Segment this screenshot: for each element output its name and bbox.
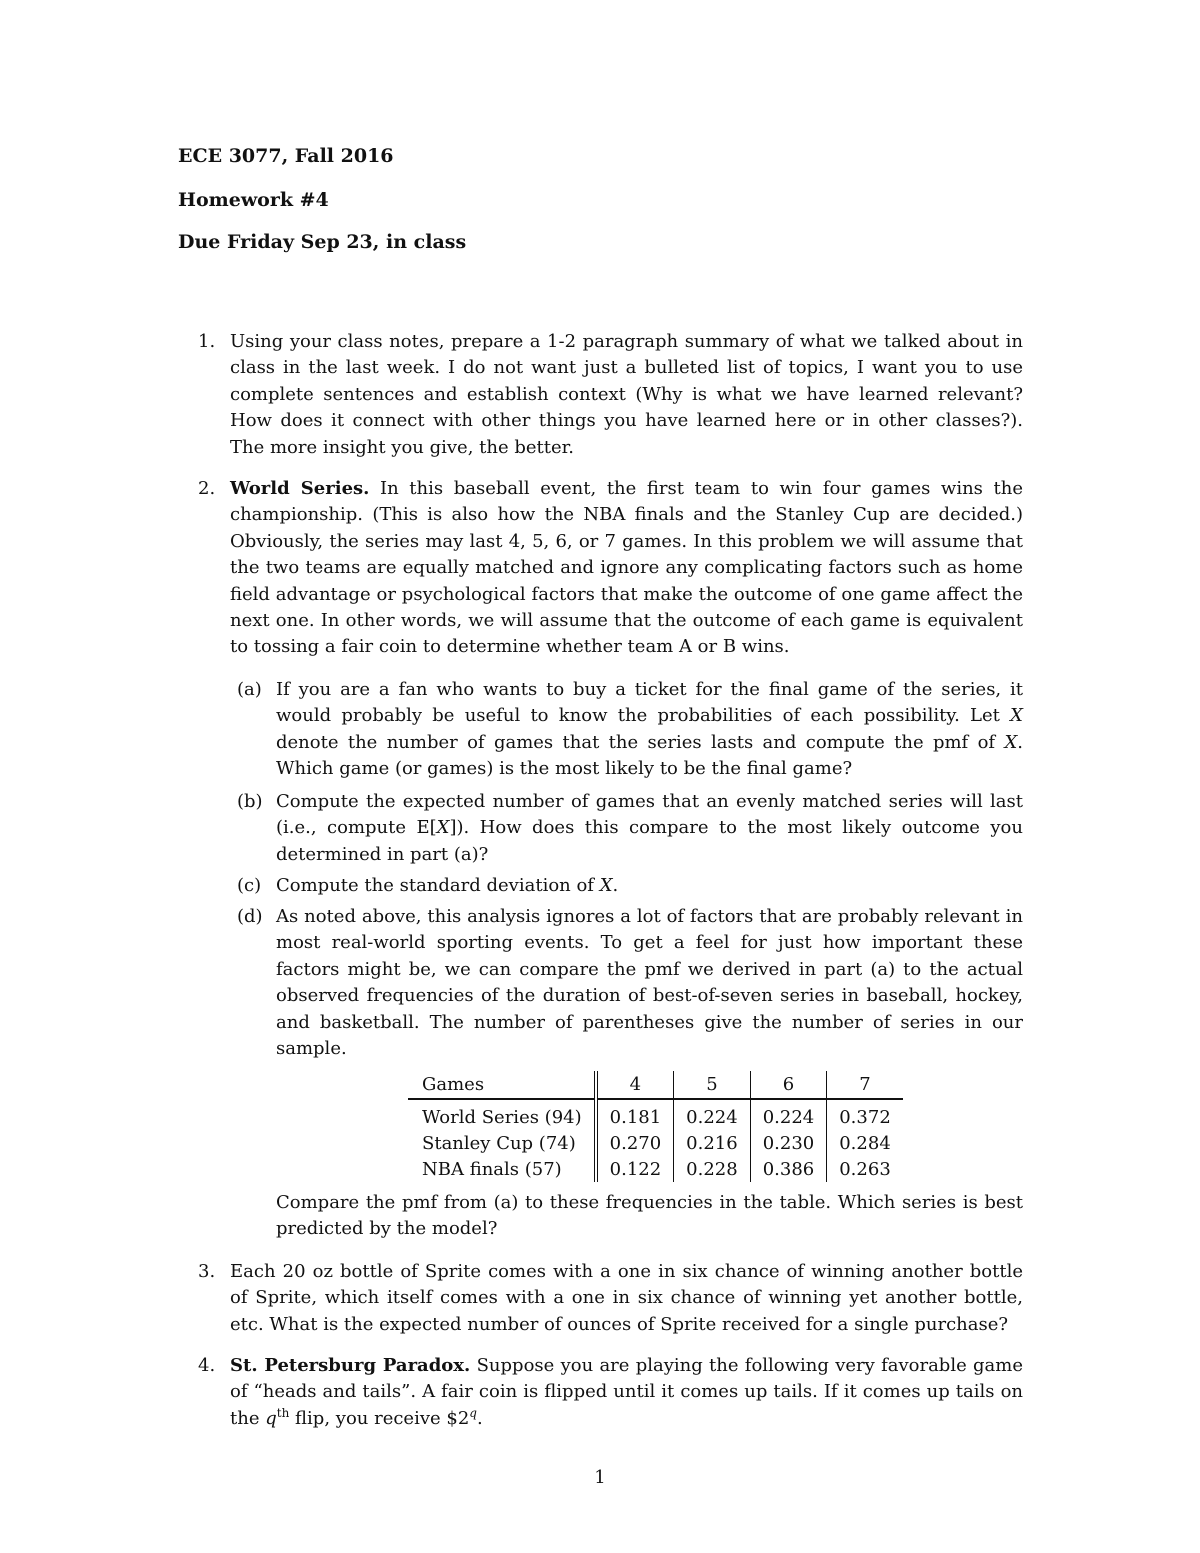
problem-3 [178, 1259, 1023, 1338]
table-cell: 0.224 [674, 1099, 751, 1130]
due-date: Due Friday Sep 23, in class [178, 231, 467, 253]
table-cell: 0.122 [609, 1158, 662, 1180]
table-cell: 0.181 [609, 1106, 662, 1128]
assignment-title: Homework #4 [178, 189, 329, 211]
table-row-label: World Series (94) [408, 1099, 596, 1130]
text-segment: flip, you receive $2 [295, 1407, 470, 1429]
table-header-cell: 4 [596, 1071, 674, 1099]
math-variable: X [599, 875, 613, 896]
problem-2 [178, 476, 1023, 661]
text-segment: If you are a fan who wants to buy a ticket for the final game of the series, it would probably be useful to know the probabilities of each possibility. Let [276, 679, 1023, 727]
table-cell: 0.270 [609, 1132, 662, 1154]
table-cell: 0.216 [674, 1130, 751, 1156]
subproblem-label: (d) [237, 906, 263, 927]
math-variable: X [1010, 705, 1023, 727]
table-row-label: NBA finals (57) [408, 1156, 596, 1182]
math-variable: X [436, 817, 450, 839]
text-segment: . [612, 875, 619, 896]
subproblem-text [276, 677, 1023, 783]
subproblem-label: (c) [237, 875, 262, 896]
table-cell: 0.228 [674, 1156, 751, 1182]
problem-title: World Series. [230, 478, 370, 499]
problem-text: In this baseball event, the first team to win four games wins the championship. (This is also how the NBA finals and the Stanley Cup are decided.) Obviously, the series may last 4, 5, 6, or 7 games. In this problem we will assume that the two teams are equally matched and ignore any complicating factors such as home field advantage or psychological factors that make the outcome of one game affect the next one. In other words, we will assume that the outcome of each game is equivalent to tossing a fair coin to determine whether team A or B wins. [230, 478, 1023, 658]
table-header-row [408, 1071, 903, 1099]
table-header-cell: 5 [674, 1071, 751, 1099]
problem-text: Using your class notes, prepare a 1-2 paragraph summary of what we talked about in class in the last week. I do not want just a bulleted list of topics, I want you to use complete sentences and establish context (Why is what we have learned relevant? How does it connect with other things you have learned here or in other classes?). The more insight you give, the better. [230, 331, 1023, 458]
table-header-cell: 7 [827, 1071, 903, 1099]
text-segment: denote the number of games that the series lasts and compute the pmf of [276, 731, 996, 753]
subproblem-text: As noted above, this analysis ignores a lot of factors that are probably relevant in most real-world sporting events. To get a feel for just how important these factors might be, we can compare the pmf we derived in part (a) to the actual observed frequencies of the duration of best-of-seven series in baseball, hockey, and basketball. The number of parentheses give the number of series in our sample. [276, 906, 1023, 1060]
problem-body [230, 476, 1023, 661]
problem-number: 2. [198, 478, 216, 499]
table-row [408, 1099, 903, 1130]
frequency-table [408, 1071, 903, 1182]
subproblem-d [230, 904, 1023, 1062]
subproblem-text [276, 789, 1023, 868]
problem-title: St. Petersburg Paradox. [230, 1355, 471, 1376]
exponent-variable: q [469, 1405, 477, 1420]
table-cell: 0.372 [827, 1099, 903, 1130]
table-row [408, 1156, 903, 1182]
text-segment: Compute the expected number of games that an evenly matched series will last (i.e., compute E[ [276, 791, 1023, 839]
problem-number: 1. [198, 331, 216, 352]
problem-body [230, 1353, 1023, 1432]
problem-4 [178, 1353, 1023, 1432]
table-cell: 0.224 [750, 1099, 827, 1130]
text-segment: . [476, 1407, 483, 1429]
problem-text: Each 20 oz bottle of Sprite comes with a one in six chance of winning another bottle of Sprite, which itself comes with a one in six chance of winning yet another bottle, etc. What is the expected number of ounces of Sprite received for a single purchase? [230, 1261, 1023, 1335]
table-cell: 0.263 [827, 1156, 903, 1182]
problem-number: 4. [198, 1355, 216, 1376]
problem-number: 3. [198, 1261, 216, 1282]
table-cell: 0.386 [750, 1156, 827, 1182]
subproblem-text [276, 873, 1023, 899]
table-cell: 0.230 [750, 1130, 827, 1156]
superscript: th [276, 1405, 290, 1420]
course-title: ECE 3077, Fall 2016 [178, 145, 394, 167]
subproblem-a [230, 677, 1023, 783]
table-row-label: Stanley Cup (74) [408, 1130, 596, 1156]
subproblem-b [230, 789, 1023, 868]
problem-1 [178, 329, 1023, 461]
text-segment: ]). How does this compare to the most likely outcome you determined in part (a)? [276, 817, 1023, 865]
page-number: 1 [594, 1467, 606, 1488]
text-segment: Compute the standard deviation of [276, 875, 594, 896]
table-header-cell: Games [408, 1071, 596, 1099]
subproblem-label: (a) [237, 679, 262, 700]
text-segment: . Which game (or games) is the most likely to be the final game? [276, 731, 1024, 780]
table-header-cell: 6 [750, 1071, 827, 1099]
table-row [408, 1130, 903, 1156]
subproblem-c [230, 873, 1023, 899]
subproblem-label: (b) [237, 791, 263, 812]
math-variable: q [265, 1407, 277, 1429]
table-followup-text: Compare the pmf from (a) to these frequencies in the table. Which series is best predicted by the model? [276, 1192, 1023, 1240]
text-segment: Suppose you are playing the following very favorable game of “heads and tails”. A fair coin is flipped until it comes up tails. If it comes up tails on the [230, 1355, 1023, 1429]
math-variable: X [1004, 731, 1018, 753]
table-cell: 0.284 [827, 1130, 903, 1156]
